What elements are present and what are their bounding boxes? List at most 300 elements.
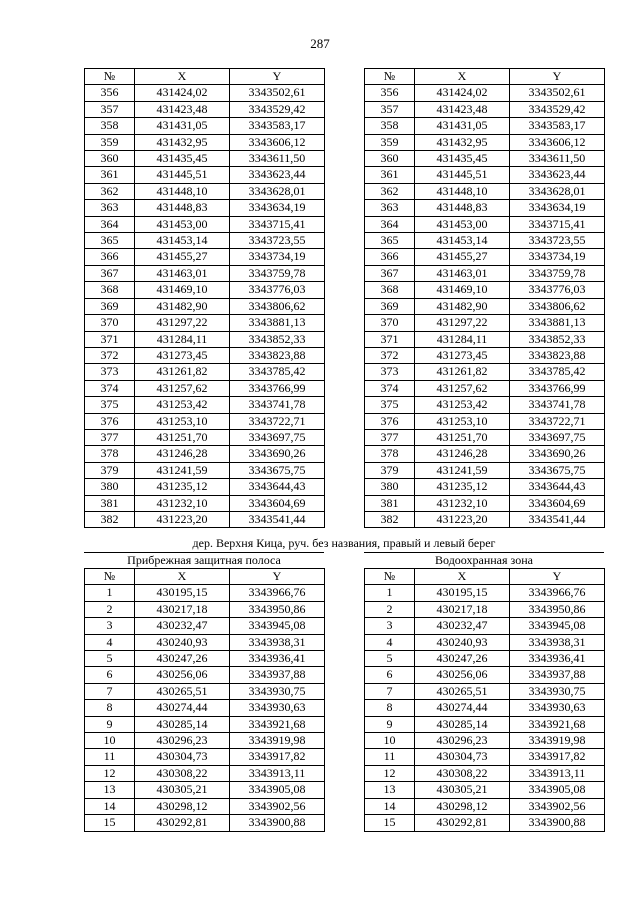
cell-x: 431453,14 xyxy=(415,233,510,249)
cell-y: 3343697,75 xyxy=(230,429,325,445)
header-y: Y xyxy=(510,69,605,85)
table-row xyxy=(85,298,325,314)
cell-y: 3343823,88 xyxy=(230,347,325,363)
cell-y: 3343905,08 xyxy=(230,782,325,798)
cell-number: 9 xyxy=(365,716,415,732)
cell-number: 359 xyxy=(85,134,135,150)
table-row xyxy=(85,700,325,716)
cell-y: 3343675,75 xyxy=(230,462,325,478)
table-row xyxy=(365,347,605,363)
cell-x: 431423,48 xyxy=(415,101,510,117)
cell-number: 368 xyxy=(85,282,135,298)
cell-number: 370 xyxy=(365,315,415,331)
cell-number: 13 xyxy=(85,782,135,798)
cell-x: 431455,27 xyxy=(415,249,510,265)
cell-x: 430265,51 xyxy=(415,683,510,699)
cell-number: 1 xyxy=(85,585,135,601)
table-row xyxy=(85,618,325,634)
cell-number: 360 xyxy=(365,151,415,167)
cell-y: 3343776,03 xyxy=(230,282,325,298)
cell-x: 430247,26 xyxy=(415,651,510,667)
cell-x: 430308,22 xyxy=(135,765,230,781)
table-row xyxy=(365,380,605,396)
cell-x: 430265,51 xyxy=(135,683,230,699)
cell-x: 430292,81 xyxy=(135,815,230,831)
cell-number: 379 xyxy=(365,462,415,478)
cell-number: 362 xyxy=(85,183,135,199)
cell-number: 1 xyxy=(365,585,415,601)
cell-y: 3343634,19 xyxy=(510,200,605,216)
table-row xyxy=(85,749,325,765)
cell-y: 3343529,42 xyxy=(510,101,605,117)
table-header-row xyxy=(365,69,605,85)
coastal-strip-table xyxy=(84,568,325,832)
header-number: № xyxy=(85,569,135,585)
table-row xyxy=(85,511,325,527)
cell-y: 3343950,86 xyxy=(510,601,605,617)
cell-y: 3343776,03 xyxy=(510,282,605,298)
cell-y: 3343917,82 xyxy=(510,749,605,765)
cell-x: 431453,14 xyxy=(135,233,230,249)
table-row xyxy=(365,765,605,781)
cell-number: 4 xyxy=(85,634,135,650)
table-row xyxy=(85,183,325,199)
cell-x: 431424,02 xyxy=(415,85,510,101)
table-row xyxy=(365,397,605,413)
cell-y: 3343741,78 xyxy=(510,397,605,413)
cell-y: 3343938,31 xyxy=(510,634,605,650)
cell-number: 372 xyxy=(365,347,415,363)
cell-x: 431453,00 xyxy=(135,216,230,232)
cell-number: 6 xyxy=(85,667,135,683)
cell-x: 430305,21 xyxy=(415,782,510,798)
table-row xyxy=(85,249,325,265)
table-row xyxy=(85,347,325,363)
cell-number: 357 xyxy=(365,101,415,117)
cell-number: 362 xyxy=(365,183,415,199)
cell-y: 3343723,55 xyxy=(510,233,605,249)
cell-y: 3343623,44 xyxy=(510,167,605,183)
top-right-table xyxy=(364,68,605,528)
table-row xyxy=(85,446,325,462)
cell-x: 431448,10 xyxy=(135,183,230,199)
cell-y: 3343902,56 xyxy=(510,798,605,814)
cell-y: 3343715,41 xyxy=(510,216,605,232)
cell-y: 3343606,12 xyxy=(230,134,325,150)
cell-x: 431235,12 xyxy=(415,479,510,495)
table-row xyxy=(85,380,325,396)
cell-x: 430217,18 xyxy=(135,601,230,617)
cell-y: 3343945,08 xyxy=(230,618,325,634)
cell-x: 430304,73 xyxy=(135,749,230,765)
cell-number: 7 xyxy=(85,683,135,699)
cell-number: 367 xyxy=(365,265,415,281)
cell-x: 430298,12 xyxy=(135,798,230,814)
cell-x: 431251,70 xyxy=(135,429,230,445)
cell-number: 366 xyxy=(85,249,135,265)
cell-number: 364 xyxy=(365,216,415,232)
header-x: X xyxy=(135,69,230,85)
cell-y: 3343734,19 xyxy=(230,249,325,265)
table-row xyxy=(365,118,605,134)
table-row xyxy=(365,733,605,749)
table-row xyxy=(85,151,325,167)
cell-y: 3343913,11 xyxy=(230,765,325,781)
cell-number: 8 xyxy=(85,700,135,716)
cell-x: 431273,45 xyxy=(415,347,510,363)
cell-y: 3343806,62 xyxy=(230,298,325,314)
cell-x: 431241,59 xyxy=(135,462,230,478)
table-header-row xyxy=(85,569,325,585)
cell-number: 374 xyxy=(85,380,135,396)
cell-number: 11 xyxy=(365,749,415,765)
cell-y: 3343611,50 xyxy=(510,151,605,167)
cell-number: 379 xyxy=(85,462,135,478)
cell-number: 382 xyxy=(365,511,415,527)
cell-y: 3343675,75 xyxy=(510,462,605,478)
cell-number: 5 xyxy=(85,651,135,667)
table-row xyxy=(85,118,325,134)
cell-y: 3343611,50 xyxy=(230,151,325,167)
cell-number: 360 xyxy=(85,151,135,167)
cell-x: 431445,51 xyxy=(415,167,510,183)
cell-number: 14 xyxy=(85,798,135,814)
table-row xyxy=(365,134,605,150)
table-row xyxy=(85,716,325,732)
cell-number: 356 xyxy=(365,85,415,101)
table-row xyxy=(85,585,325,601)
cell-number: 10 xyxy=(85,733,135,749)
cell-y: 3343759,78 xyxy=(230,265,325,281)
cell-number: 358 xyxy=(365,118,415,134)
cell-x: 431253,10 xyxy=(415,413,510,429)
table-row xyxy=(365,716,605,732)
cell-number: 356 xyxy=(85,85,135,101)
table-row xyxy=(85,815,325,831)
cell-number: 366 xyxy=(365,249,415,265)
cell-y: 3343852,33 xyxy=(230,331,325,347)
table-row xyxy=(85,429,325,445)
cell-x: 431257,62 xyxy=(135,380,230,396)
cell-x: 430240,93 xyxy=(415,634,510,650)
cell-x: 431232,10 xyxy=(135,495,230,511)
cell-y: 3343583,17 xyxy=(510,118,605,134)
table-row xyxy=(365,683,605,699)
cell-y: 3343852,33 xyxy=(510,331,605,347)
table-row xyxy=(365,249,605,265)
cell-x: 430240,93 xyxy=(135,634,230,650)
table-row xyxy=(365,667,605,683)
cell-y: 3343741,78 xyxy=(230,397,325,413)
table-row xyxy=(85,134,325,150)
table-row xyxy=(85,733,325,749)
cell-number: 2 xyxy=(85,601,135,617)
table-row xyxy=(365,651,605,667)
table-row xyxy=(85,315,325,331)
table-row xyxy=(365,495,605,511)
cell-x: 430217,18 xyxy=(415,601,510,617)
cell-y: 3343905,08 xyxy=(510,782,605,798)
cell-number: 369 xyxy=(85,298,135,314)
cell-y: 3343785,42 xyxy=(510,364,605,380)
top-right-table-wrap xyxy=(364,68,604,528)
top-left-table xyxy=(84,68,325,528)
cell-x: 430195,15 xyxy=(415,585,510,601)
cell-y: 3343930,75 xyxy=(510,683,605,699)
table-row xyxy=(365,749,605,765)
table-row xyxy=(365,331,605,347)
cell-number: 358 xyxy=(85,118,135,134)
table-row xyxy=(85,265,325,281)
table-row xyxy=(365,101,605,117)
cell-number: 375 xyxy=(365,397,415,413)
cell-y: 3343634,19 xyxy=(230,200,325,216)
cell-x: 431257,62 xyxy=(415,380,510,396)
cell-number: 363 xyxy=(85,200,135,216)
table-row xyxy=(85,479,325,495)
cell-number: 373 xyxy=(85,364,135,380)
cell-x: 430256,06 xyxy=(415,667,510,683)
coastal-strip-title: Прибрежная защитная полоса xyxy=(84,552,324,568)
cell-y: 3343502,61 xyxy=(510,85,605,101)
cell-x: 430232,47 xyxy=(415,618,510,634)
cell-y: 3343950,86 xyxy=(230,601,325,617)
cell-y: 3343604,69 xyxy=(230,495,325,511)
cell-x: 431246,28 xyxy=(135,446,230,462)
table-row xyxy=(85,167,325,183)
cell-number: 369 xyxy=(365,298,415,314)
cell-x: 430232,47 xyxy=(135,618,230,634)
table-row xyxy=(365,216,605,232)
table-row xyxy=(85,233,325,249)
cell-x: 431284,11 xyxy=(135,331,230,347)
cell-x: 431251,70 xyxy=(415,429,510,445)
table-row xyxy=(365,167,605,183)
cell-x: 430298,12 xyxy=(415,798,510,814)
cell-number: 378 xyxy=(85,446,135,462)
table-row xyxy=(85,413,325,429)
cell-number: 6 xyxy=(365,667,415,683)
top-left-table-wrap xyxy=(84,68,324,528)
section-caption: дер. Верхня Кица, руч. без названия, правый и левый берег xyxy=(192,536,496,550)
cell-number: 365 xyxy=(365,233,415,249)
header-x: X xyxy=(415,569,510,585)
cell-y: 3343937,88 xyxy=(510,667,605,683)
cell-x: 430274,44 xyxy=(415,700,510,716)
cell-x: 431253,42 xyxy=(415,397,510,413)
table-row xyxy=(85,782,325,798)
cell-y: 3343936,41 xyxy=(230,651,325,667)
cell-number: 381 xyxy=(85,495,135,511)
cell-number: 361 xyxy=(85,167,135,183)
cell-x: 430285,14 xyxy=(135,716,230,732)
cell-number: 380 xyxy=(365,479,415,495)
cell-x: 431448,10 xyxy=(415,183,510,199)
cell-x: 431253,42 xyxy=(135,397,230,413)
table-row xyxy=(365,479,605,495)
header-number: № xyxy=(365,69,415,85)
cell-number: 5 xyxy=(365,651,415,667)
table-row xyxy=(85,364,325,380)
cell-y: 3343583,17 xyxy=(230,118,325,134)
cell-y: 3343902,56 xyxy=(230,798,325,814)
table-row xyxy=(365,298,605,314)
cell-number: 8 xyxy=(365,700,415,716)
cell-number: 381 xyxy=(365,495,415,511)
header-number: № xyxy=(365,569,415,585)
cell-x: 430274,44 xyxy=(135,700,230,716)
cell-x: 431431,05 xyxy=(415,118,510,134)
table-row xyxy=(85,216,325,232)
cell-y: 3343945,08 xyxy=(510,618,605,634)
cell-y: 3343529,42 xyxy=(230,101,325,117)
cell-x: 430296,23 xyxy=(415,733,510,749)
table-row xyxy=(365,601,605,617)
cell-number: 367 xyxy=(85,265,135,281)
cell-number: 370 xyxy=(85,315,135,331)
cell-number: 12 xyxy=(365,765,415,781)
cell-y: 3343785,42 xyxy=(230,364,325,380)
header-x: X xyxy=(415,69,510,85)
cell-number: 380 xyxy=(85,479,135,495)
cell-y: 3343541,44 xyxy=(510,511,605,527)
table-row xyxy=(365,462,605,478)
header-y: Y xyxy=(230,69,325,85)
cell-x: 431223,20 xyxy=(135,511,230,527)
cell-y: 3343930,63 xyxy=(230,700,325,716)
cell-number: 368 xyxy=(365,282,415,298)
cell-number: 372 xyxy=(85,347,135,363)
cell-x: 430285,14 xyxy=(415,716,510,732)
cell-x: 431241,59 xyxy=(415,462,510,478)
cell-y: 3343913,11 xyxy=(510,765,605,781)
cell-x: 431284,11 xyxy=(415,331,510,347)
cell-number: 382 xyxy=(85,511,135,527)
cell-number: 373 xyxy=(365,364,415,380)
table-row xyxy=(85,282,325,298)
page-number: 287 xyxy=(310,36,330,51)
cell-y: 3343930,75 xyxy=(230,683,325,699)
cell-y: 3343921,68 xyxy=(230,716,325,732)
cell-y: 3343930,63 xyxy=(510,700,605,716)
cell-x: 431448,83 xyxy=(415,200,510,216)
cell-number: 371 xyxy=(85,331,135,347)
cell-number: 375 xyxy=(85,397,135,413)
cell-x: 430247,26 xyxy=(135,651,230,667)
bottom-tables xyxy=(84,552,604,832)
cell-number: 3 xyxy=(365,618,415,634)
table-row xyxy=(85,798,325,814)
cell-y: 3343881,13 xyxy=(230,315,325,331)
cell-x: 431232,10 xyxy=(415,495,510,511)
table-row xyxy=(365,618,605,634)
cell-y: 3343900,88 xyxy=(510,815,605,831)
table-row xyxy=(85,683,325,699)
cell-number: 15 xyxy=(85,815,135,831)
cell-x: 431261,82 xyxy=(415,364,510,380)
table-row xyxy=(365,200,605,216)
cell-x: 431453,00 xyxy=(415,216,510,232)
table-row xyxy=(85,601,325,617)
cell-x: 431253,10 xyxy=(135,413,230,429)
coastal-strip-table-wrap xyxy=(84,552,324,832)
cell-y: 3343900,88 xyxy=(230,815,325,831)
table-row xyxy=(85,101,325,117)
table-row xyxy=(85,765,325,781)
header-x: X xyxy=(135,569,230,585)
cell-y: 3343966,76 xyxy=(510,585,605,601)
cell-x: 431435,45 xyxy=(415,151,510,167)
cell-y: 3343690,26 xyxy=(510,446,605,462)
cell-number: 376 xyxy=(85,413,135,429)
cell-number: 378 xyxy=(365,446,415,462)
table-row xyxy=(365,634,605,650)
cell-y: 3343606,12 xyxy=(510,134,605,150)
table-row xyxy=(365,364,605,380)
table-header-row xyxy=(365,569,605,585)
table-row xyxy=(85,634,325,650)
cell-y: 3343644,43 xyxy=(510,479,605,495)
cell-x: 431455,27 xyxy=(135,249,230,265)
cell-x: 431432,95 xyxy=(135,134,230,150)
header-y: Y xyxy=(510,569,605,585)
table-row xyxy=(365,183,605,199)
cell-number: 15 xyxy=(365,815,415,831)
cell-number: 10 xyxy=(365,733,415,749)
cell-number: 359 xyxy=(365,134,415,150)
cell-number: 14 xyxy=(365,798,415,814)
cell-y: 3343628,01 xyxy=(230,183,325,199)
cell-y: 3343921,68 xyxy=(510,716,605,732)
table-row xyxy=(85,651,325,667)
cell-y: 3343938,31 xyxy=(230,634,325,650)
cell-y: 3343604,69 xyxy=(510,495,605,511)
cell-number: 11 xyxy=(85,749,135,765)
cell-x: 430308,22 xyxy=(415,765,510,781)
cell-number: 377 xyxy=(365,429,415,445)
cell-y: 3343715,41 xyxy=(230,216,325,232)
table-row xyxy=(365,429,605,445)
cell-x: 431463,01 xyxy=(415,265,510,281)
table-row xyxy=(85,495,325,511)
cell-x: 431431,05 xyxy=(135,118,230,134)
cell-number: 361 xyxy=(365,167,415,183)
cell-number: 12 xyxy=(85,765,135,781)
cell-number: 374 xyxy=(365,380,415,396)
cell-y: 3343697,75 xyxy=(510,429,605,445)
cell-x: 431469,10 xyxy=(415,282,510,298)
table-row xyxy=(365,585,605,601)
cell-y: 3343690,26 xyxy=(230,446,325,462)
table-row xyxy=(85,667,325,683)
cell-y: 3343823,88 xyxy=(510,347,605,363)
table-row xyxy=(365,315,605,331)
cell-x: 431469,10 xyxy=(135,282,230,298)
cell-y: 3343722,71 xyxy=(230,413,325,429)
cell-y: 3343766,99 xyxy=(230,380,325,396)
cell-x: 431445,51 xyxy=(135,167,230,183)
table-row xyxy=(365,282,605,298)
table-row xyxy=(85,397,325,413)
cell-x: 431463,01 xyxy=(135,265,230,281)
cell-y: 3343917,82 xyxy=(230,749,325,765)
cell-y: 3343759,78 xyxy=(510,265,605,281)
cell-number: 4 xyxy=(365,634,415,650)
table-row xyxy=(365,782,605,798)
cell-x: 431448,83 xyxy=(135,200,230,216)
cell-x: 430256,06 xyxy=(135,667,230,683)
cell-y: 3343628,01 xyxy=(510,183,605,199)
